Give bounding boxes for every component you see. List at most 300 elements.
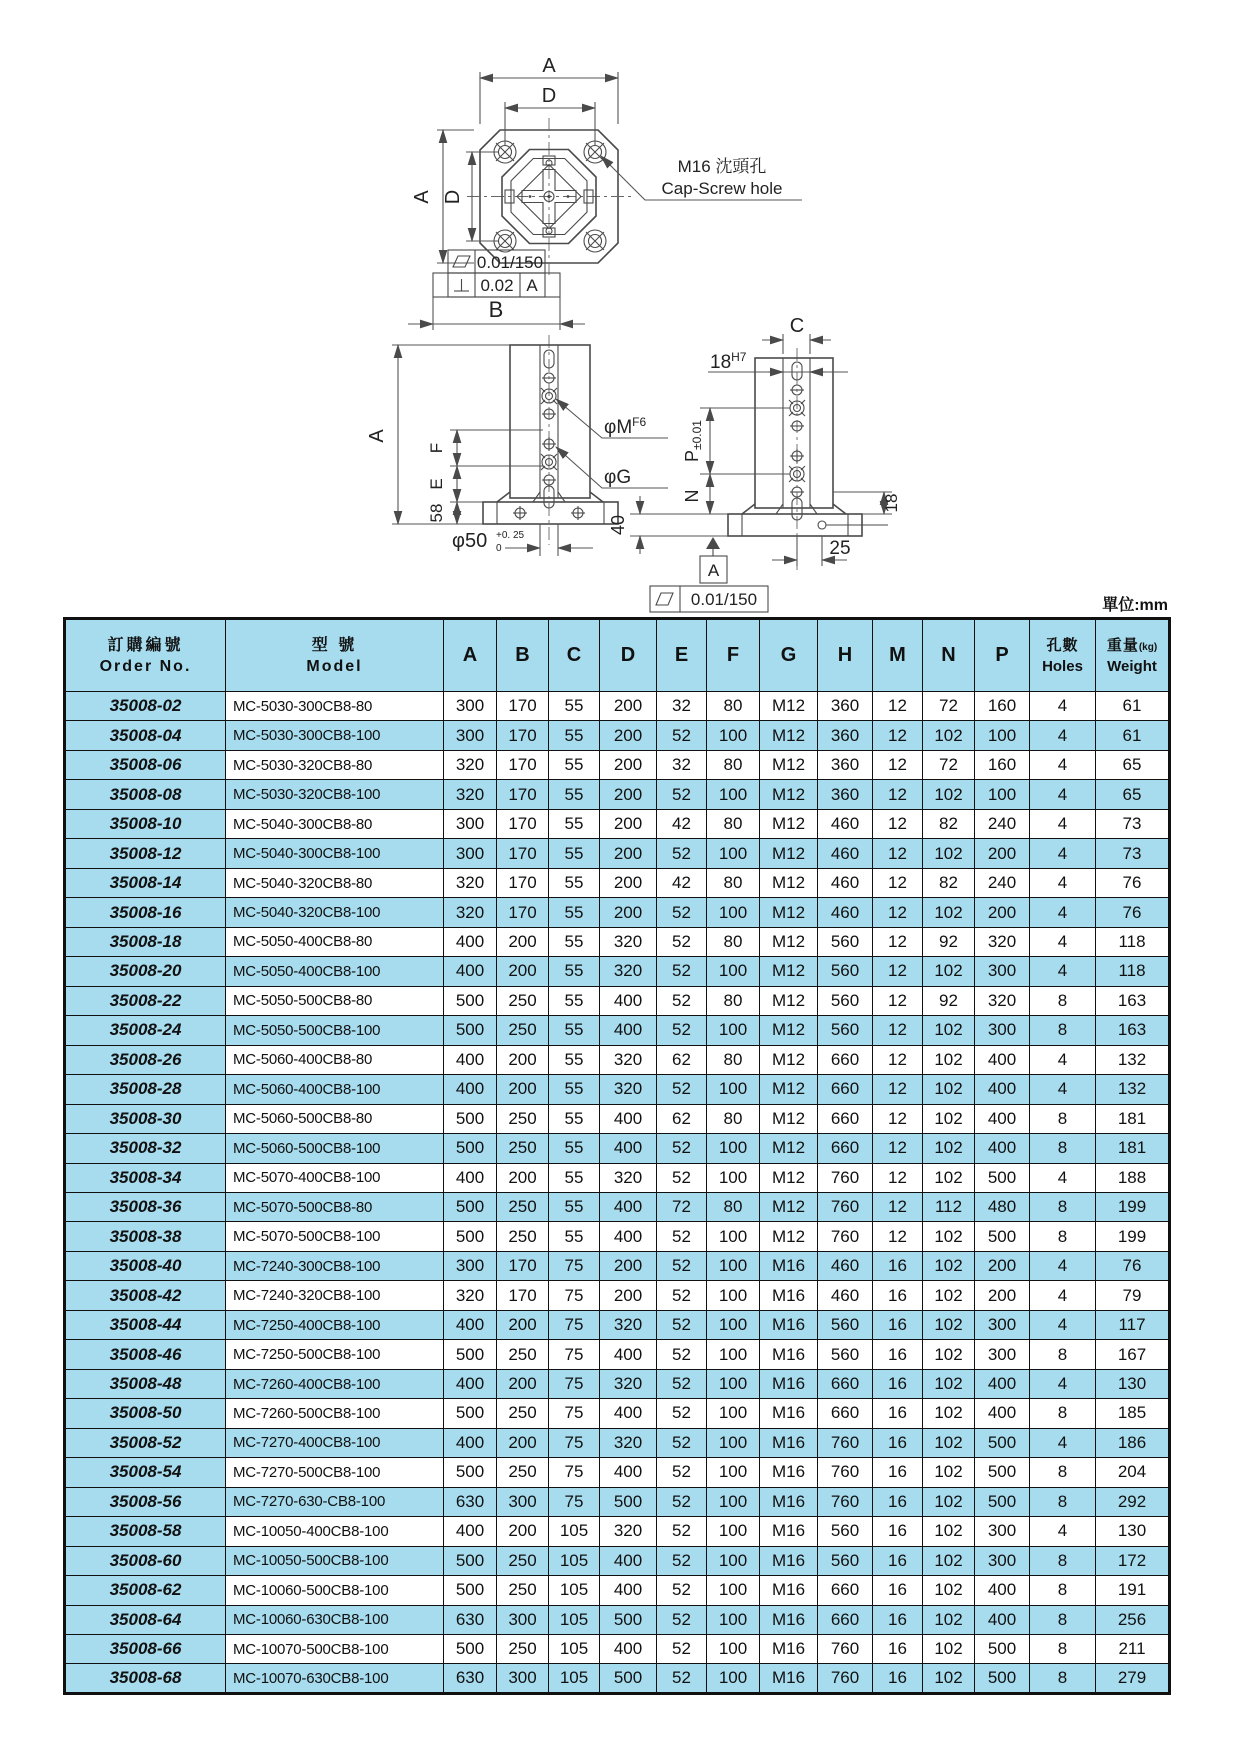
value-cell: 560 bbox=[818, 1310, 873, 1339]
value-cell: 250 bbox=[497, 1134, 549, 1163]
model-cell: MC-5060-500CB8-100 bbox=[226, 1134, 444, 1163]
value-cell: 660 bbox=[818, 1075, 873, 1104]
value-cell: M16 bbox=[760, 1546, 818, 1575]
value-cell: 8 bbox=[1030, 1487, 1096, 1516]
model-cell: MC-7250-500CB8-100 bbox=[226, 1340, 444, 1369]
value-cell: 100 bbox=[707, 1163, 760, 1192]
value-cell: 400 bbox=[975, 1045, 1030, 1074]
value-cell: 400 bbox=[600, 1546, 657, 1575]
top-view-drawing bbox=[408, 55, 802, 330]
value-cell: 200 bbox=[497, 1075, 549, 1104]
col-header-weight: 重量(kg) Weight bbox=[1096, 619, 1170, 692]
dim-label-58: 58 bbox=[427, 503, 446, 523]
value-cell: 760 bbox=[818, 1163, 873, 1192]
value-cell: 16 bbox=[873, 1576, 923, 1605]
value-cell: 73 bbox=[1096, 839, 1170, 868]
value-cell: 300 bbox=[497, 1605, 549, 1634]
model-cell: MC-5030-300CB8-80 bbox=[226, 692, 444, 721]
side-view-drawing bbox=[608, 315, 901, 612]
value-cell: 102 bbox=[923, 1134, 975, 1163]
dim-label-c: C bbox=[789, 315, 805, 337]
model-cell: MC-7250-400CB8-100 bbox=[226, 1310, 444, 1339]
value-cell: 320 bbox=[444, 1281, 497, 1310]
order-no-cell: 35008-20 bbox=[65, 957, 226, 986]
value-cell: 52 bbox=[657, 1016, 707, 1045]
value-cell: M12 bbox=[760, 809, 818, 838]
value-cell: 100 bbox=[707, 1340, 760, 1369]
value-cell: 400 bbox=[444, 1428, 497, 1457]
value-cell: 199 bbox=[1096, 1222, 1170, 1251]
value-cell: 100 bbox=[707, 1458, 760, 1487]
value-cell: 80 bbox=[707, 1045, 760, 1074]
value-cell: 250 bbox=[497, 1458, 549, 1487]
dimension-n bbox=[682, 474, 728, 514]
value-cell: 42 bbox=[657, 868, 707, 897]
value-cell: 320 bbox=[975, 986, 1030, 1015]
value-cell: 102 bbox=[923, 1281, 975, 1310]
order-no-cell: 35008-06 bbox=[65, 750, 226, 779]
value-cell: M16 bbox=[760, 1428, 818, 1457]
value-cell: 80 bbox=[707, 750, 760, 779]
value-cell: 560 bbox=[818, 1517, 873, 1546]
value-cell: M12 bbox=[760, 868, 818, 897]
value-cell: 760 bbox=[818, 1487, 873, 1516]
dimension-phi50 bbox=[452, 524, 593, 556]
value-cell: 191 bbox=[1096, 1576, 1170, 1605]
order-no-cell: 35008-40 bbox=[65, 1251, 226, 1280]
value-cell: 55 bbox=[549, 1075, 600, 1104]
value-cell: 300 bbox=[444, 692, 497, 721]
order-no-cell: 35008-64 bbox=[65, 1605, 226, 1634]
value-cell: 400 bbox=[975, 1605, 1030, 1634]
value-cell: M16 bbox=[760, 1664, 818, 1693]
value-cell: 250 bbox=[497, 1546, 549, 1575]
value-cell: 400 bbox=[600, 986, 657, 1015]
value-cell: 200 bbox=[975, 1251, 1030, 1280]
value-cell: 200 bbox=[600, 1251, 657, 1280]
value-cell: 52 bbox=[657, 1369, 707, 1398]
value-cell: 52 bbox=[657, 839, 707, 868]
value-cell: 400 bbox=[444, 1517, 497, 1546]
value-cell: 62 bbox=[657, 1045, 707, 1074]
value-cell: 8 bbox=[1030, 1605, 1096, 1634]
value-cell: 400 bbox=[600, 1399, 657, 1428]
value-cell: 75 bbox=[549, 1428, 600, 1457]
value-cell: 250 bbox=[497, 1222, 549, 1251]
value-cell: 181 bbox=[1096, 1104, 1170, 1133]
value-cell: 500 bbox=[444, 1016, 497, 1045]
value-cell: 360 bbox=[818, 692, 873, 721]
value-cell: 320 bbox=[600, 927, 657, 956]
value-cell: 12 bbox=[873, 809, 923, 838]
value-cell: 4 bbox=[1030, 809, 1096, 838]
value-cell: 75 bbox=[549, 1310, 600, 1339]
value-cell: 400 bbox=[444, 1075, 497, 1104]
value-cell: 300 bbox=[497, 1664, 549, 1693]
perp-datum: A bbox=[526, 276, 538, 295]
value-cell: 52 bbox=[657, 1222, 707, 1251]
value-cell: 400 bbox=[444, 927, 497, 956]
value-cell: 4 bbox=[1030, 692, 1096, 721]
value-cell: 4 bbox=[1030, 780, 1096, 809]
value-cell: 8 bbox=[1030, 1016, 1096, 1045]
model-cell: MC-10060-630CB8-100 bbox=[226, 1605, 444, 1634]
value-cell: 12 bbox=[873, 868, 923, 897]
value-cell: 256 bbox=[1096, 1605, 1170, 1634]
value-cell: 4 bbox=[1030, 750, 1096, 779]
value-cell: 240 bbox=[975, 868, 1030, 897]
value-cell: 400 bbox=[975, 1369, 1030, 1398]
col-header-h: H bbox=[818, 619, 873, 692]
callout-text-cn: M16 沈頭孔 bbox=[677, 157, 767, 176]
value-cell: 55 bbox=[549, 1045, 600, 1074]
value-cell: 105 bbox=[549, 1576, 600, 1605]
model-cell: MC-5050-500CB8-80 bbox=[226, 986, 444, 1015]
value-cell: 200 bbox=[497, 927, 549, 956]
value-cell: 400 bbox=[600, 1016, 657, 1045]
value-cell: 100 bbox=[707, 1016, 760, 1045]
value-cell: 12 bbox=[873, 780, 923, 809]
model-cell: MC-5050-500CB8-100 bbox=[226, 1016, 444, 1045]
value-cell: 79 bbox=[1096, 1281, 1170, 1310]
value-cell: 320 bbox=[600, 1517, 657, 1546]
value-cell: 320 bbox=[444, 750, 497, 779]
value-cell: 72 bbox=[657, 1192, 707, 1221]
table-row bbox=[65, 1576, 1170, 1605]
value-cell: 112 bbox=[923, 1192, 975, 1221]
col-header-holes: 孔數 Holes bbox=[1030, 619, 1096, 692]
value-cell: 400 bbox=[444, 1369, 497, 1398]
value-cell: 500 bbox=[444, 1576, 497, 1605]
value-cell: 760 bbox=[818, 1635, 873, 1664]
value-cell: 102 bbox=[923, 1310, 975, 1339]
value-cell: 292 bbox=[1096, 1487, 1170, 1516]
value-cell: 102 bbox=[923, 1576, 975, 1605]
value-cell: 460 bbox=[818, 868, 873, 897]
value-cell: 460 bbox=[818, 1281, 873, 1310]
value-cell: 132 bbox=[1096, 1045, 1170, 1074]
value-cell: 130 bbox=[1096, 1517, 1170, 1546]
value-cell: 400 bbox=[600, 1222, 657, 1251]
value-cell: 400 bbox=[600, 1104, 657, 1133]
value-cell: 55 bbox=[549, 1134, 600, 1163]
value-cell: 32 bbox=[657, 692, 707, 721]
value-cell: 400 bbox=[975, 1576, 1030, 1605]
value-cell: 300 bbox=[444, 721, 497, 750]
value-cell: 102 bbox=[923, 1546, 975, 1575]
value-cell: M12 bbox=[760, 1104, 818, 1133]
col-header-c: C bbox=[549, 619, 600, 692]
value-cell: 500 bbox=[444, 986, 497, 1015]
model-cell: MC-7270-500CB8-100 bbox=[226, 1458, 444, 1487]
value-cell: 16 bbox=[873, 1340, 923, 1369]
value-cell: M12 bbox=[760, 1134, 818, 1163]
table-row bbox=[65, 927, 1170, 956]
value-cell: 200 bbox=[600, 692, 657, 721]
value-cell: 55 bbox=[549, 809, 600, 838]
value-cell: 500 bbox=[444, 1635, 497, 1664]
value-cell: 55 bbox=[549, 1163, 600, 1192]
value-cell: 102 bbox=[923, 1163, 975, 1192]
value-cell: 8 bbox=[1030, 1664, 1096, 1693]
order-no-cell: 35008-28 bbox=[65, 1075, 226, 1104]
value-cell: 12 bbox=[873, 839, 923, 868]
model-cell: MC-5070-400CB8-100 bbox=[226, 1163, 444, 1192]
value-cell: 102 bbox=[923, 957, 975, 986]
table-row bbox=[65, 1163, 1170, 1192]
value-cell: 500 bbox=[975, 1163, 1030, 1192]
spec-table-body bbox=[65, 692, 1170, 1694]
value-cell: M12 bbox=[760, 750, 818, 779]
value-cell: 80 bbox=[707, 1104, 760, 1133]
value-cell: 12 bbox=[873, 721, 923, 750]
value-cell: 320 bbox=[600, 1075, 657, 1104]
value-cell: 75 bbox=[549, 1458, 600, 1487]
model-cell: MC-10050-500CB8-100 bbox=[226, 1546, 444, 1575]
value-cell: M16 bbox=[760, 1281, 818, 1310]
value-cell: 52 bbox=[657, 927, 707, 956]
dim-label-n: N bbox=[682, 489, 702, 503]
dim-label-a-left: A bbox=[411, 190, 433, 204]
value-cell: 560 bbox=[818, 927, 873, 956]
value-cell: 400 bbox=[444, 1045, 497, 1074]
table-row bbox=[65, 1222, 1170, 1251]
value-cell: 55 bbox=[549, 957, 600, 986]
value-cell: 102 bbox=[923, 1075, 975, 1104]
value-cell: 16 bbox=[873, 1281, 923, 1310]
perpendicularity-icon bbox=[454, 279, 469, 291]
value-cell: 102 bbox=[923, 1635, 975, 1664]
order-no-cell: 35008-50 bbox=[65, 1399, 226, 1428]
value-cell: 300 bbox=[497, 1487, 549, 1516]
value-cell: 660 bbox=[818, 1605, 873, 1634]
value-cell: 75 bbox=[549, 1281, 600, 1310]
value-cell: 100 bbox=[707, 1576, 760, 1605]
value-cell: 400 bbox=[600, 1458, 657, 1487]
order-no-cell: 35008-54 bbox=[65, 1458, 226, 1487]
value-cell: 102 bbox=[923, 839, 975, 868]
table-row bbox=[65, 1399, 1170, 1428]
value-cell: 760 bbox=[818, 1428, 873, 1457]
dim-label-25: 25 bbox=[829, 538, 851, 559]
dim-label-40: 40 bbox=[608, 514, 628, 536]
table-row bbox=[65, 1369, 1170, 1398]
value-cell: 163 bbox=[1096, 1016, 1170, 1045]
dim-label-18h7: $18^{H7}$ bbox=[710, 350, 747, 373]
spec-table bbox=[63, 617, 1171, 1695]
value-cell: 500 bbox=[600, 1605, 657, 1634]
value-cell: 102 bbox=[923, 1605, 975, 1634]
value-cell: 102 bbox=[923, 1487, 975, 1516]
col-header-g: G bbox=[760, 619, 818, 692]
value-cell: 105 bbox=[549, 1605, 600, 1634]
order-no-cell: 35008-52 bbox=[65, 1428, 226, 1457]
value-cell: 630 bbox=[444, 1605, 497, 1634]
value-cell: 500 bbox=[600, 1664, 657, 1693]
value-cell: 300 bbox=[975, 1310, 1030, 1339]
value-cell: 80 bbox=[707, 809, 760, 838]
value-cell: 102 bbox=[923, 1251, 975, 1280]
dim-label-b: B bbox=[488, 297, 504, 322]
col-header-a: A bbox=[444, 619, 497, 692]
value-cell: 181 bbox=[1096, 1134, 1170, 1163]
table-row bbox=[65, 750, 1170, 779]
value-cell: 4 bbox=[1030, 1310, 1096, 1339]
value-cell: 100 bbox=[707, 1605, 760, 1634]
value-cell: 8 bbox=[1030, 1192, 1096, 1221]
dimension-18h7 bbox=[708, 350, 848, 373]
table-row bbox=[65, 1340, 1170, 1369]
model-cell: MC-7260-400CB8-100 bbox=[226, 1369, 444, 1398]
value-cell: 320 bbox=[600, 957, 657, 986]
value-cell: 500 bbox=[444, 1546, 497, 1575]
value-cell: 400 bbox=[975, 1134, 1030, 1163]
value-cell: 100 bbox=[707, 898, 760, 927]
value-cell: 55 bbox=[549, 868, 600, 897]
value-cell: 12 bbox=[873, 750, 923, 779]
value-cell: 200 bbox=[497, 1045, 549, 1074]
value-cell: 12 bbox=[873, 1075, 923, 1104]
value-cell: 500 bbox=[444, 1134, 497, 1163]
value-cell: 170 bbox=[497, 809, 549, 838]
value-cell: 560 bbox=[818, 957, 873, 986]
value-cell: 16 bbox=[873, 1487, 923, 1516]
value-cell: 52 bbox=[657, 1635, 707, 1664]
order-no-cell: 35008-46 bbox=[65, 1340, 226, 1369]
col-header-order-no: 訂購編號 Order No. bbox=[65, 619, 226, 692]
value-cell: 200 bbox=[600, 780, 657, 809]
model-cell: MC-7270-630-CB8-100 bbox=[226, 1487, 444, 1516]
value-cell: 4 bbox=[1030, 898, 1096, 927]
table-row bbox=[65, 1546, 1170, 1575]
value-cell: 460 bbox=[818, 839, 873, 868]
value-cell: 55 bbox=[549, 839, 600, 868]
col-header-e: E bbox=[657, 619, 707, 692]
value-cell: 185 bbox=[1096, 1399, 1170, 1428]
value-cell: M12 bbox=[760, 1016, 818, 1045]
value-cell: 42 bbox=[657, 809, 707, 838]
value-cell: 320 bbox=[600, 1163, 657, 1192]
value-cell: 204 bbox=[1096, 1458, 1170, 1487]
value-cell: 300 bbox=[444, 839, 497, 868]
value-cell: 460 bbox=[818, 898, 873, 927]
unit-label: 單位:mm bbox=[1102, 597, 1168, 614]
value-cell: 12 bbox=[873, 1222, 923, 1251]
value-cell: 500 bbox=[975, 1428, 1030, 1457]
value-cell: 400 bbox=[444, 957, 497, 986]
order-no-cell: 35008-10 bbox=[65, 809, 226, 838]
model-cell: MC-5070-500CB8-100 bbox=[226, 1222, 444, 1251]
value-cell: 500 bbox=[444, 1399, 497, 1428]
value-cell: 8 bbox=[1030, 1222, 1096, 1251]
value-cell: 12 bbox=[873, 1016, 923, 1045]
value-cell: 52 bbox=[657, 1340, 707, 1369]
table-row bbox=[65, 898, 1170, 927]
value-cell: 4 bbox=[1030, 1075, 1096, 1104]
value-cell: 300 bbox=[975, 957, 1030, 986]
value-cell: 200 bbox=[600, 1281, 657, 1310]
value-cell: 100 bbox=[707, 1517, 760, 1546]
model-cell: MC-5050-400CB8-80 bbox=[226, 927, 444, 956]
value-cell: M12 bbox=[760, 692, 818, 721]
value-cell: 660 bbox=[818, 1045, 873, 1074]
value-cell: 82 bbox=[923, 809, 975, 838]
dimension-d-top bbox=[505, 85, 595, 145]
value-cell: 170 bbox=[497, 839, 549, 868]
dim-label-e: E bbox=[427, 478, 446, 490]
value-cell: 4 bbox=[1030, 1517, 1096, 1546]
table-row bbox=[65, 1605, 1170, 1634]
value-cell: 200 bbox=[497, 957, 549, 986]
value-cell: 102 bbox=[923, 1399, 975, 1428]
value-cell: 100 bbox=[707, 1635, 760, 1664]
value-cell: 460 bbox=[818, 1251, 873, 1280]
model-cell: MC-10060-500CB8-100 bbox=[226, 1576, 444, 1605]
table-row bbox=[65, 1192, 1170, 1221]
value-cell: 52 bbox=[657, 1251, 707, 1280]
phi-g-callout bbox=[556, 447, 668, 488]
value-cell: 211 bbox=[1096, 1635, 1170, 1664]
model-cell: MC-7270-400CB8-100 bbox=[226, 1428, 444, 1457]
value-cell: 8 bbox=[1030, 1458, 1096, 1487]
value-cell: 200 bbox=[600, 750, 657, 779]
value-cell: 4 bbox=[1030, 1428, 1096, 1457]
table-row bbox=[65, 1458, 1170, 1487]
col-header-d: D bbox=[600, 619, 657, 692]
table-row bbox=[65, 1487, 1170, 1516]
value-cell: 100 bbox=[707, 721, 760, 750]
dim-label-d-top: D bbox=[541, 85, 557, 107]
value-cell: 560 bbox=[818, 1016, 873, 1045]
value-cell: 8 bbox=[1030, 1104, 1096, 1133]
value-cell: 102 bbox=[923, 1458, 975, 1487]
table-row bbox=[65, 1664, 1170, 1693]
value-cell: 400 bbox=[975, 1399, 1030, 1428]
value-cell: 12 bbox=[873, 957, 923, 986]
value-cell: 400 bbox=[975, 1104, 1030, 1133]
value-cell: 500 bbox=[975, 1222, 1030, 1251]
flatness-value: 0.01/150 bbox=[476, 253, 544, 272]
order-no-cell: 35008-38 bbox=[65, 1222, 226, 1251]
value-cell: 500 bbox=[444, 1104, 497, 1133]
value-cell: 760 bbox=[818, 1664, 873, 1693]
value-cell: 8 bbox=[1030, 986, 1096, 1015]
order-no-cell: 35008-36 bbox=[65, 1192, 226, 1221]
value-cell: 320 bbox=[600, 1045, 657, 1074]
value-cell: 250 bbox=[497, 1576, 549, 1605]
value-cell: 170 bbox=[497, 750, 549, 779]
value-cell: 52 bbox=[657, 1428, 707, 1457]
value-cell: 80 bbox=[707, 868, 760, 897]
phi-m-callout bbox=[556, 399, 668, 438]
model-cell: MC-5030-320CB8-80 bbox=[226, 750, 444, 779]
value-cell: 16 bbox=[873, 1664, 923, 1693]
value-cell: 102 bbox=[923, 1369, 975, 1398]
value-cell: 8 bbox=[1030, 1576, 1096, 1605]
value-cell: 560 bbox=[818, 986, 873, 1015]
value-cell: 55 bbox=[549, 780, 600, 809]
value-cell: M16 bbox=[760, 1340, 818, 1369]
datum-a bbox=[700, 537, 727, 583]
value-cell: 132 bbox=[1096, 1075, 1170, 1104]
value-cell: 8 bbox=[1030, 1546, 1096, 1575]
value-cell: 4 bbox=[1030, 839, 1096, 868]
value-cell: M12 bbox=[760, 1045, 818, 1074]
model-cell: MC-5040-320CB8-100 bbox=[226, 898, 444, 927]
value-cell: 660 bbox=[818, 1134, 873, 1163]
value-cell: 760 bbox=[818, 1458, 873, 1487]
value-cell: 660 bbox=[818, 1576, 873, 1605]
